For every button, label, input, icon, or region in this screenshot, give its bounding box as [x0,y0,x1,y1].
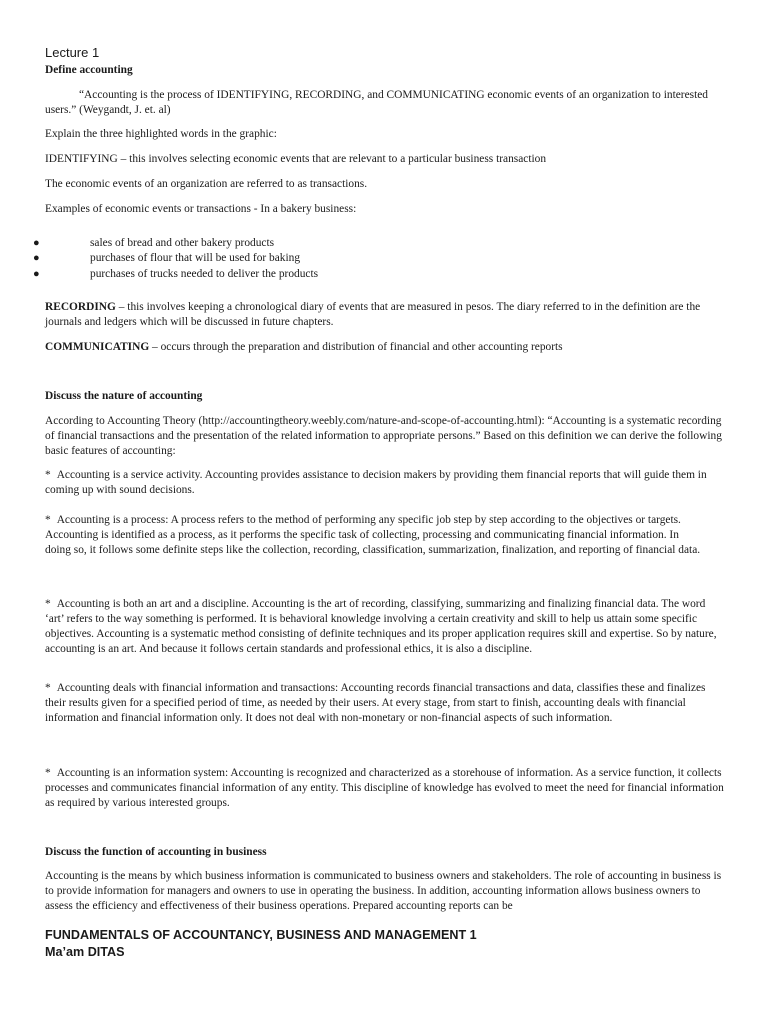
nature-point [45,597,725,657]
asterisk-icon: * [45,514,51,526]
nature-point [45,513,725,558]
list-item-text: sales of bread and other bakery products [90,237,275,249]
nature-point [45,681,725,726]
bullet-icon: ● [33,237,40,249]
communicating-paragraph [45,340,725,355]
communicating-term: COMMUNICATING [45,341,150,353]
nature-point [45,766,725,811]
recording-term: RECORDING [45,301,116,313]
function-heading: Discuss the function of accounting in business [45,846,267,858]
function-paragraph: Accounting is the means by which business information is communicated to business owners and stakeholders. The role of accounting in business is to provide information for managers and owners to use in operating the business. In addition, accounting information allows business owners to assess the efficiency and effectiveness of their business operations. Prepared accounting reports can be [45,870,722,912]
asterisk-icon: * [45,469,51,481]
nature-point-continuation: objectives. Accounting is a systematic method consisting of definite techniques and its proper application requires skill and expertise. So by nature, accounting is an art. And because it follows certain standards and professional ethics, it is also a discipline. [45,628,717,655]
list-item-text: purchases of flour that will be used for baking [90,252,301,264]
bullet-icon: ● [33,252,40,264]
teacher-name: Ma’am DITAS [45,945,125,959]
nature-point-text: Accounting is both an art and a discipline. Accounting is the art of recording, classifying, summarizing and finalizing financial data. The word ‘art’ refers to the way something is performed. It is behavioral knowledge involving a certain creativity and skill to help us attain some specific [45,598,706,625]
nature-intro: According to Accounting Theory (http://accountingtheory.weebly.com/nature-and-scope-of-accounting.html): “Accounting is a systematic recording of financial transactions and the presentation of the related information to appropriate persons.” Based on this definition we can derive the following basic features of accounting: [45,415,722,457]
nature-point-continuation: doing so, it follows some definite steps like the collection, recording, classification, summarization, finalization, and reporting of financial data. [45,544,701,556]
recording-paragraph [45,300,725,330]
nature-point-text: Accounting is a service activity. Accounting provides assistance to decision makers by providing them financial reports that will guide them in coming up with sound decisions. [45,469,707,496]
definition-quote [45,88,725,118]
transactions-line: The economic events of an organization are referred to as transactions. [45,178,368,190]
list-item-text: purchases of trucks needed to deliver the products [90,268,319,280]
explain-line: Explain the three highlighted words in the graphic: [45,128,277,140]
nature-heading: Discuss the nature of accounting [45,390,203,402]
nature-point-text: Accounting deals with financial information and transactions: Accounting records financial transactions and data, classifies these and finalizes their results given for a specified period of time, as needed by their users. At every stage, from start to finish, accounting deals with financial information and financial information only. It does not deal with non-monetary or non-financial aspects of such information. [45,682,706,724]
examples-intro: Examples of economic events or transactions - In a bakery business: [45,203,357,215]
bullet-icon: ● [33,268,40,280]
nature-point-text: Accounting is an information system: Accounting is recognized and characterized as a storehouse of information. As a service function, it collects processes and communicates financial information of any entity. This discipline of knowledge has evolved to meet the need for financial information as required by various interested groups. [45,767,724,809]
communicating-text: – occurs through the preparation and distribution of financial and other accounting reports [149,341,563,353]
nature-point-text: Accounting is a process: A process refers to the method of performing any specific job step by step according to the objectives or targets. Accounting is identified as a process, as it performs the specific task of collecting, processing and communicating financial information. In [45,514,681,541]
identifying-paragraph: IDENTIFYING – this involves selecting economic events that are relevant to a particular business transaction [45,153,547,165]
definition-quote-text: “Accounting is the process of IDENTIFYING, RECORDING, and COMMUNICATING economic events of an organization to interested users.” (Weygandt, J. et. al) [45,89,708,116]
asterisk-icon: * [45,598,51,610]
course-title: FUNDAMENTALS OF ACCOUNTANCY, BUSINESS AND MANAGEMENT 1 [45,928,477,942]
asterisk-icon: * [45,767,51,779]
lecture-title: Lecture 1 [45,45,100,60]
recording-text: – this involves keeping a chronological diary of events that are measured in pesos. The diary referred to in the definition are the journals and ledgers which will be discussed in future chapters. [45,301,701,328]
define-heading: Define accounting [45,64,133,76]
nature-point [45,468,725,498]
asterisk-icon: * [45,682,51,694]
